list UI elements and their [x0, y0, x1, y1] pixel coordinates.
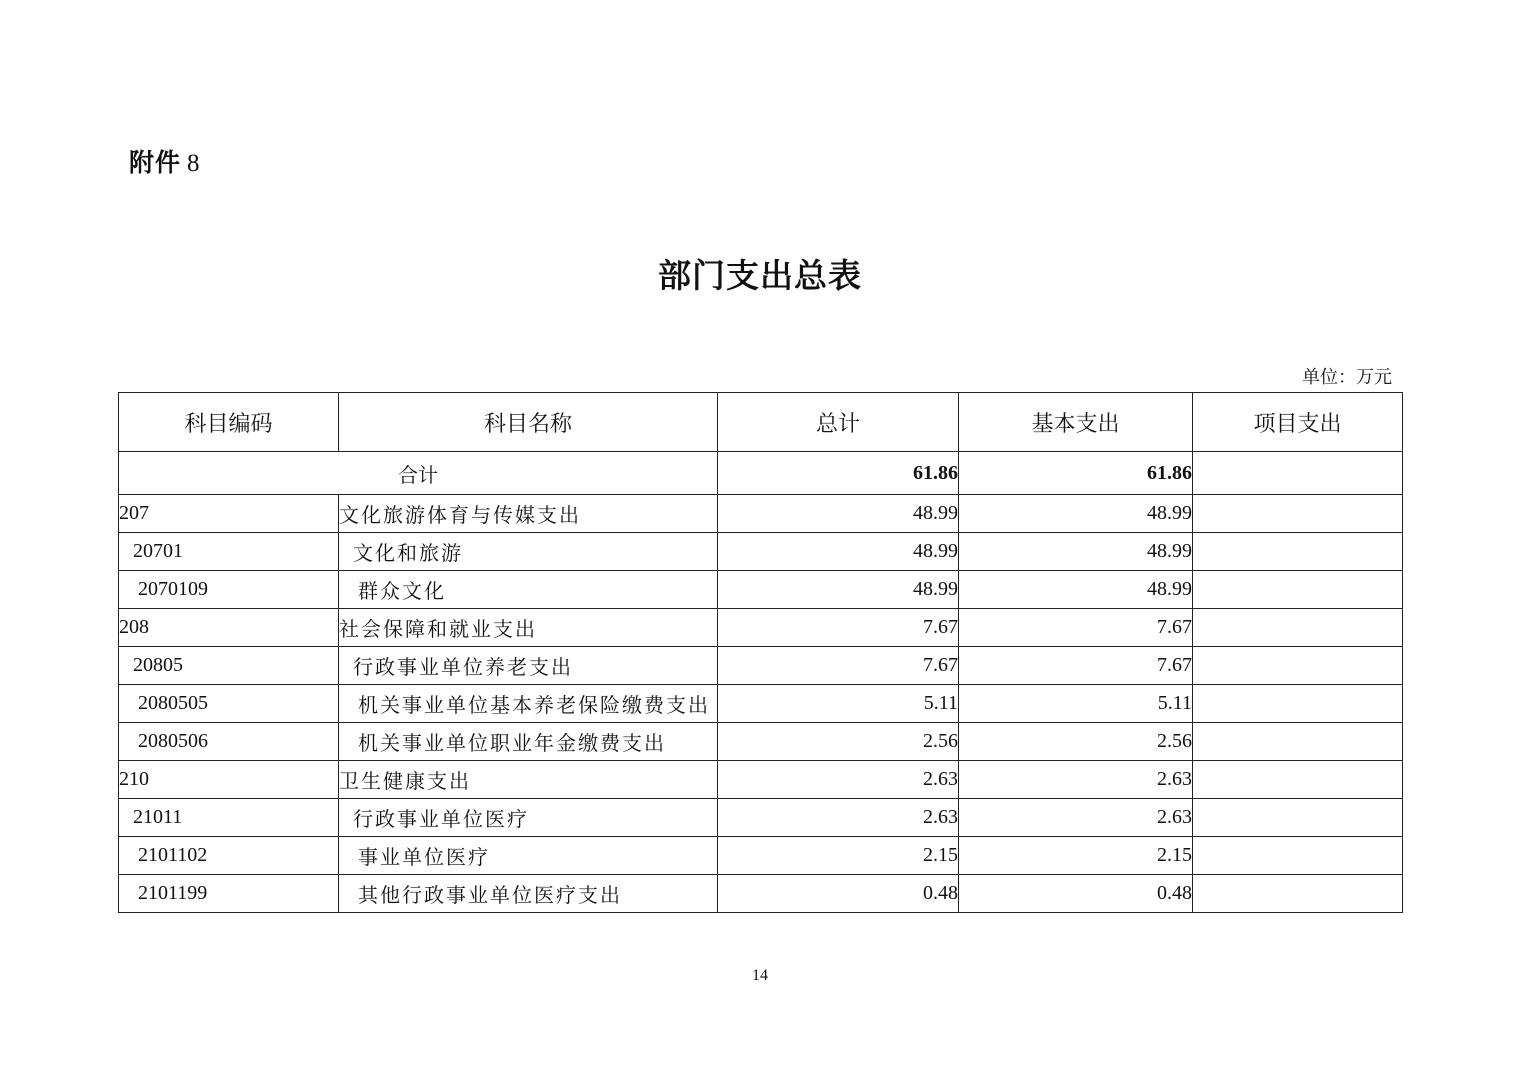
subject-code-cell: 207	[119, 495, 339, 533]
table-row	[119, 837, 1403, 875]
basic-expenditure-cell: 7.67	[959, 609, 1193, 647]
basic-expenditure-cell: 7.67	[959, 647, 1193, 685]
header-subject-name: 科目名称	[339, 393, 718, 452]
total-project-amount	[1193, 452, 1403, 495]
total-cell: 0.48	[718, 875, 959, 913]
page-title: 部门支出总表	[658, 256, 862, 295]
expenditure-table	[118, 392, 1403, 913]
subject-code-cell: 21011	[119, 799, 339, 837]
header-total: 总计	[718, 393, 959, 452]
table-row	[119, 685, 1403, 723]
subject-code-cell: 208	[119, 609, 339, 647]
project-expenditure-cell	[1193, 609, 1403, 647]
total-cell: 2.56	[718, 723, 959, 761]
project-expenditure-cell	[1193, 875, 1403, 913]
unit-label: 单位：万元	[1302, 367, 1392, 388]
table-row	[119, 761, 1403, 799]
subject-code-cell: 2101102	[119, 837, 339, 875]
subject-name-cell: 事业单位医疗	[339, 837, 718, 875]
subject-name-cell: 行政事业单位医疗	[339, 799, 718, 837]
attachment-text: 附件	[129, 148, 182, 177]
total-cell: 7.67	[718, 609, 959, 647]
subject-code-cell: 2070109	[119, 571, 339, 609]
total-cell: 48.99	[718, 495, 959, 533]
subject-code-cell: 2080505	[119, 685, 339, 723]
total-cell: 48.99	[718, 533, 959, 571]
subject-name-cell: 卫生健康支出	[339, 761, 718, 799]
project-expenditure-cell	[1193, 685, 1403, 723]
basic-expenditure-cell: 48.99	[959, 533, 1193, 571]
attachment-number: 8	[187, 150, 201, 177]
project-expenditure-cell	[1193, 647, 1403, 685]
subject-name-cell: 文化和旅游	[339, 533, 718, 571]
subject-code-cell: 20805	[119, 647, 339, 685]
table-body	[119, 452, 1403, 913]
total-cell: 7.67	[718, 647, 959, 685]
subject-name-cell: 社会保障和就业支出	[339, 609, 718, 647]
total-cell: 2.63	[718, 761, 959, 799]
attachment-label	[129, 143, 201, 179]
project-expenditure-cell	[1193, 533, 1403, 571]
table-row	[119, 647, 1403, 685]
basic-expenditure-cell: 48.99	[959, 495, 1193, 533]
table-row	[119, 875, 1403, 913]
table-row	[119, 799, 1403, 837]
project-expenditure-cell	[1193, 723, 1403, 761]
header-basic-expenditure: 基本支出	[959, 393, 1193, 452]
project-expenditure-cell	[1193, 571, 1403, 609]
basic-expenditure-cell: 2.15	[959, 837, 1193, 875]
total-basic-amount: 61.86	[959, 452, 1193, 495]
header-subject-code: 科目编码	[119, 393, 339, 452]
table-header-row	[119, 393, 1403, 452]
subject-code-cell: 20701	[119, 533, 339, 571]
page-number: 14	[752, 967, 768, 984]
header-project-expenditure: 项目支出	[1193, 393, 1403, 452]
total-cell: 48.99	[718, 571, 959, 609]
table-row	[119, 495, 1403, 533]
basic-expenditure-cell: 2.56	[959, 723, 1193, 761]
project-expenditure-cell	[1193, 761, 1403, 799]
subject-code-cell: 2101199	[119, 875, 339, 913]
subject-name-cell: 机关事业单位职业年金缴费支出	[339, 723, 718, 761]
total-row	[119, 452, 1403, 495]
table-row	[119, 723, 1403, 761]
subject-name-cell: 群众文化	[339, 571, 718, 609]
basic-expenditure-cell: 5.11	[959, 685, 1193, 723]
basic-expenditure-cell: 2.63	[959, 799, 1193, 837]
subject-name-cell: 其他行政事业单位医疗支出	[339, 875, 718, 913]
project-expenditure-cell	[1193, 495, 1403, 533]
project-expenditure-cell	[1193, 837, 1403, 875]
total-label: 合计	[119, 452, 718, 495]
total-cell: 5.11	[718, 685, 959, 723]
table-row	[119, 533, 1403, 571]
basic-expenditure-cell: 48.99	[959, 571, 1193, 609]
table-row	[119, 609, 1403, 647]
subject-code-cell: 2080506	[119, 723, 339, 761]
subject-code-cell: 210	[119, 761, 339, 799]
subject-name-cell: 行政事业单位养老支出	[339, 647, 718, 685]
basic-expenditure-cell: 0.48	[959, 875, 1193, 913]
total-amount: 61.86	[718, 452, 959, 495]
basic-expenditure-cell: 2.63	[959, 761, 1193, 799]
subject-name-cell: 机关事业单位基本养老保险缴费支出	[339, 685, 718, 723]
total-cell: 2.15	[718, 837, 959, 875]
project-expenditure-cell	[1193, 799, 1403, 837]
subject-name-cell: 文化旅游体育与传媒支出	[339, 495, 718, 533]
total-cell: 2.63	[718, 799, 959, 837]
table-row	[119, 571, 1403, 609]
